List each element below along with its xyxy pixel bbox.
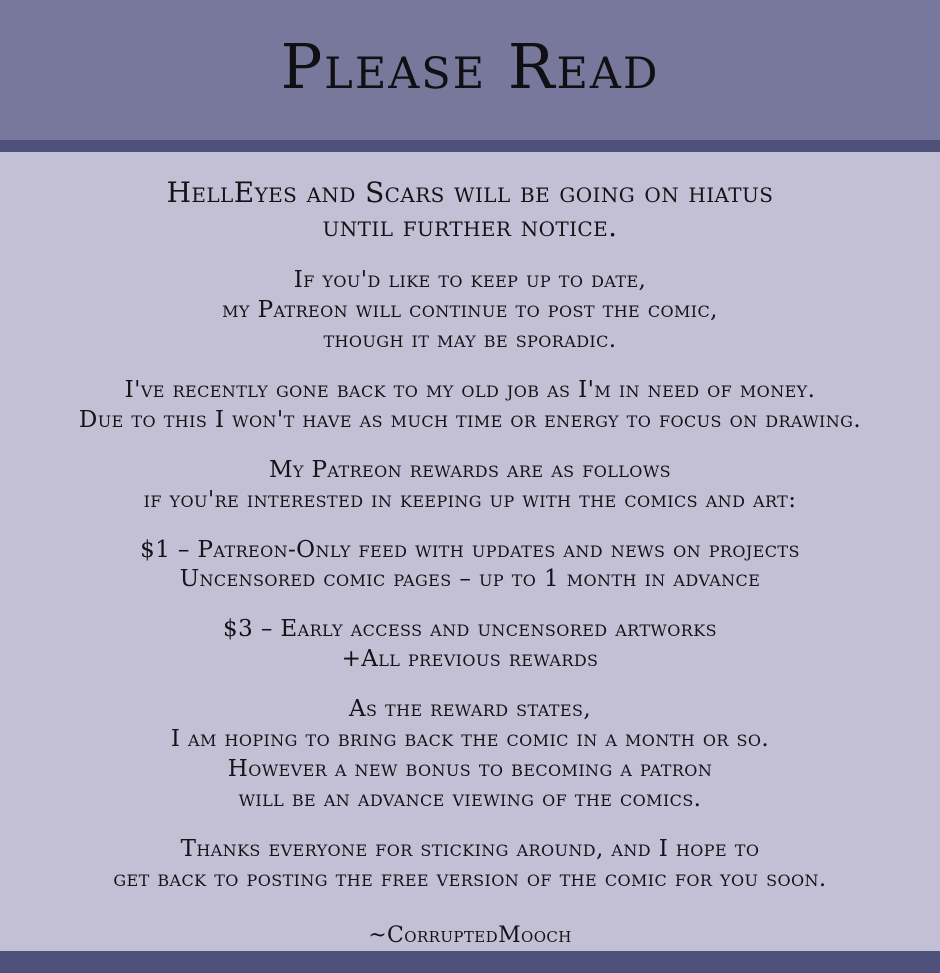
paragraph-line: If you'd like to keep up to date, (293, 267, 647, 294)
header-band (0, 0, 940, 140)
signature: ~CorruptedMooch (368, 923, 572, 949)
paragraph-line: will be an advance viewing of the comics. (238, 785, 702, 812)
paragraph-block (79, 615, 861, 675)
paragraph-line: $3 – Early access and uncensored artworks (223, 616, 717, 643)
paragraph-block (79, 376, 861, 436)
paragraph-line: though it may be sporadic. (323, 327, 617, 354)
paragraph-line: I am hoping to bring back the comic in a month or so. (170, 726, 770, 752)
paragraph-block (79, 176, 861, 244)
paragraph-line: I've recently gone back to my old job as I'm in need of money. (124, 376, 816, 403)
paragraph-block (79, 695, 861, 815)
paragraph-line: get back to posting the free version of the comic for you soon. (113, 865, 827, 892)
paragraph-block (79, 835, 861, 895)
paragraph-line: $1 – Patreon-Only feed with updates and news on projects (140, 536, 800, 563)
paragraph-line: until further notice. (322, 210, 618, 244)
paragraph-line: Due to this I won't have as much time or energy to focus on drawing. (78, 406, 862, 433)
header-divider (0, 140, 940, 152)
paragraph-line: As the reward states, (348, 696, 592, 723)
paragraph-line: Uncensored comic pages – up to 1 month in advance (179, 566, 761, 593)
paragraph-line: Thanks everyone for sticking around, and I hope to (180, 835, 760, 862)
text-blocks (79, 176, 861, 914)
paragraph-line: if you're interested in keeping up with the comics and art: (143, 486, 797, 513)
paragraph-line: +All previous rewards (341, 646, 599, 673)
paragraph-line: However a new bonus to becoming a patron (227, 755, 713, 782)
paragraph-block (79, 536, 861, 596)
paragraph-block (79, 456, 861, 516)
paragraph-line: HellEyes and Scars will be going on hiatus (166, 176, 774, 209)
paragraph-line: my Patreon will continue to post the comic, (222, 297, 718, 324)
footer-divider (0, 951, 940, 973)
page-title: Please Read (280, 30, 660, 103)
paragraph-block (79, 266, 861, 356)
announcement-body (0, 152, 940, 951)
paragraph-line: My Patreon rewards are as follows (268, 456, 672, 483)
